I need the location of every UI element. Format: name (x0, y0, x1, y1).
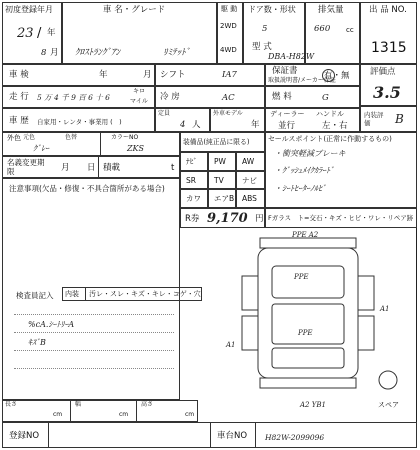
score-label: 評価点 (370, 67, 396, 77)
recycle-cell (180, 208, 265, 228)
equipment-item (208, 152, 236, 171)
car-name-cell (62, 2, 217, 64)
equipment-item (236, 189, 265, 208)
car-front-bumper (260, 238, 356, 248)
equipment-item-label: カワ (186, 194, 201, 204)
warranty-label: 保証書 (272, 66, 298, 76)
inspector-items: 汚レ・スレ・キズ・キレ・コゲ・穴 (89, 290, 201, 298)
first-registration-label: 初度登録年月 (5, 5, 53, 14)
inspector-label: 検査員記入 (16, 291, 54, 300)
notes-label: 注意事項(欠品・修復・不具合箇所がある場合) (9, 184, 165, 193)
equipment-item (236, 152, 265, 171)
note-line-3 (14, 350, 174, 351)
mileage-value: 5 万 4 千 9 百 6 十 6 (37, 93, 110, 102)
equipment-item-label: ABS (242, 194, 257, 204)
footer-divider-1 (48, 422, 49, 448)
frame-number-label: 車台NO (217, 431, 248, 441)
name-change-label: 名義変更期限 (7, 158, 45, 176)
displacement-label: 排気量 (318, 5, 344, 15)
color-label: 外色 (7, 134, 21, 142)
handle-value: 左・右 (322, 121, 348, 131)
equipment-item-label: ﾅﾋﾞ (186, 157, 198, 166)
shift-value: IA7 (222, 70, 237, 80)
registration-year-value: 23 (17, 26, 34, 41)
model-label: 型 式 (252, 42, 272, 52)
diagram-bottom-label: A2 YB1 (300, 401, 326, 409)
loading-ton-unit: t (171, 163, 175, 173)
color-number-label: カラーNO (111, 134, 139, 141)
registration-year-unit: 年 (47, 28, 56, 38)
width-label: 幅 (75, 401, 82, 408)
note-1: %cA.ｼｰﾄﾘｰA (28, 320, 75, 329)
equipment-item-label: AW (242, 157, 255, 166)
dim-divider-1 (70, 400, 71, 422)
registration-slash: / (37, 26, 42, 41)
drive-4wd: 4WD (220, 46, 237, 54)
dealer-label: ディーラー (270, 110, 305, 118)
height-unit: cm (185, 411, 195, 418)
diagram-a1-left: A1 (226, 341, 236, 349)
cc-unit: cc (346, 26, 354, 34)
name-change-month: 月 (61, 163, 70, 173)
grade-value: ﾘﾐﾃｯﾄﾞ (163, 48, 191, 58)
equipment-item-label: SR (186, 175, 196, 185)
registration-month-value: 8 (41, 48, 47, 58)
spare-tire-icon (379, 371, 397, 389)
width-unit: cm (119, 411, 129, 418)
history-cell (2, 108, 155, 132)
footer-divider-2 (210, 422, 211, 448)
registration-month-unit: 月 (50, 48, 59, 58)
length-unit: cm (53, 411, 63, 418)
name-change-cell (2, 156, 180, 178)
equipment-header-cell (180, 132, 265, 152)
name-change-day: 日 (87, 163, 96, 173)
recycle-unit: 円 (255, 214, 264, 224)
inspector-box (62, 287, 202, 301)
frame-number-value: H82W-2099096 (265, 433, 325, 442)
exterior-model-cell (210, 108, 265, 132)
mileage-unit-km: キロ (133, 88, 146, 95)
equipment-item (180, 152, 208, 171)
car-left-rear-door (242, 316, 258, 350)
glass-legend-cell (265, 208, 417, 228)
equipment-label: 装備品(純正品に限る) (183, 138, 250, 146)
original-color-label: 元色 (23, 134, 36, 141)
color-cell (2, 132, 180, 156)
color-divider (100, 132, 101, 156)
footer-divider-3 (255, 422, 256, 448)
recycle-label: R券 (185, 214, 200, 224)
ac-value: AC (222, 93, 235, 103)
equipment-item (208, 171, 236, 190)
dim-divider-2 (136, 400, 137, 422)
length-label: 長さ (5, 401, 18, 408)
registration-number-label: 登録NO (9, 431, 40, 441)
inspection-cell (2, 64, 155, 86)
fuel-label: 燃 料 (272, 92, 292, 102)
fuel-value: G (322, 93, 329, 103)
capacity-value: 4 (180, 120, 186, 130)
equipment-item-label: ナビ (242, 175, 257, 185)
warranty-sub-label: 取扱説明書/メーカー保証 (268, 77, 336, 84)
sales-points-cell (265, 132, 417, 208)
equipment-item (180, 171, 208, 190)
listing-number-cell (360, 2, 417, 64)
sales-point-1: ・衝突軽減ブレーキ (274, 149, 346, 158)
sales-point-3: ・ｼｰﾄﾋｰﾀｰﾉﾙﾋﾞ (274, 184, 326, 193)
car-name-label: 車 名・グレード (103, 5, 166, 15)
height-label: 高さ (141, 401, 154, 408)
diagram-a1-right: A1 (380, 305, 390, 313)
warranty-choice: 有・無 (324, 71, 350, 81)
shift-label: シフト (160, 70, 186, 80)
door-label: ドア数・形状 (248, 5, 296, 14)
diagram-top-label: PPE A2 (292, 231, 319, 239)
color-number-value: ZKS (127, 144, 145, 153)
dealer-cell (265, 108, 360, 132)
score-value: 3.5 (373, 83, 401, 102)
name-change-divider (98, 156, 99, 178)
sales-point-2: ・ｸﾞｯｼｭﾒｲｸｶﾗｰﾄﾞ (274, 166, 334, 175)
inspector-sub-label: 内装 (65, 290, 79, 298)
car-rear-window (272, 348, 344, 368)
note-line-2 (14, 332, 174, 333)
car-windshield (272, 266, 344, 298)
model-value: DBA-H82W (268, 52, 315, 61)
inspection-year-unit: 年 (99, 70, 108, 80)
equipment-item-label: エアB (214, 194, 235, 204)
equipment-item (236, 171, 265, 190)
equipment-item (208, 189, 236, 208)
note-2: ｷｽﾞB (28, 338, 46, 347)
recycle-value: 9,170 (207, 211, 248, 226)
car-right-front-door (358, 276, 374, 310)
note-line-4 (14, 368, 174, 369)
drive-2wd: 2WD (220, 22, 237, 30)
car-name-value: ｸﾛｽﾄﾗﾝｸﾞｱﾝ (75, 48, 121, 58)
spare-label: スペア (378, 401, 399, 409)
capacity-label: 定員 (158, 110, 171, 117)
note-line-1 (14, 314, 174, 315)
score-cell (360, 64, 417, 106)
capacity-unit: 人 (192, 120, 201, 130)
interior-score-cell (360, 106, 417, 132)
car-left-front-door (242, 276, 258, 310)
ac-cell (155, 86, 265, 108)
door-value: 5 (262, 24, 268, 34)
listing-number-value: 1315 (371, 40, 407, 56)
equipment-item-label: PW (214, 157, 226, 166)
sales-points-label: セールスポイント(正常に作動するもの) (268, 135, 392, 143)
interior-score-label: 内装評価 (364, 111, 384, 127)
ac-label: 冷 房 (160, 92, 180, 102)
handle-label: ハンドル (316, 110, 344, 118)
diagram-mid-label: PPE (298, 329, 313, 337)
warranty-selected-circle (322, 69, 335, 82)
loading-label: 積載 (103, 163, 121, 173)
capacity-cell (155, 108, 210, 132)
dealer-value: 並行 (278, 121, 296, 131)
exterior-model-unit: 年 (251, 120, 260, 130)
mileage-label: 走 行 (9, 92, 29, 102)
displacement-value: 660 (314, 24, 331, 34)
history-options: 自家用・レンタ・事業用 ( ) (37, 118, 122, 126)
car-roof (272, 304, 344, 344)
drive-label: 駆 動 (221, 5, 238, 13)
inspection-label: 車 検 (9, 70, 29, 80)
recolor-label: 色替 (65, 134, 78, 141)
dimensions-cell (2, 400, 198, 422)
inspector-divider (85, 287, 86, 301)
interior-score-value: B (395, 112, 404, 126)
diagram-roof-label: PPE (294, 273, 309, 281)
mileage-unit-mile: マイル (130, 98, 148, 105)
color-value: ｸﾞﾚｰ (33, 144, 49, 153)
fuel-cell (265, 86, 360, 108)
drive-cell (217, 2, 243, 64)
equipment-item (180, 189, 208, 208)
exterior-model-label: 外車モデル (213, 110, 243, 117)
history-label: 車 歴 (9, 116, 29, 126)
warranty-cell (265, 64, 360, 86)
glass-legend: Fガラス ト=交石・キズ・ヒビ・ワレ・リペア跡 (268, 214, 414, 222)
listing-number-label: 出 品 NO. (369, 5, 407, 15)
car-right-rear-door (358, 316, 374, 350)
shift-cell (155, 64, 265, 86)
car-rear-bumper (260, 378, 356, 388)
car-diagram (200, 232, 415, 412)
inspection-month-unit: 月 (143, 70, 152, 80)
mileage-cell (2, 86, 155, 108)
first-registration-cell (2, 2, 62, 64)
equipment-item-label: TV (214, 175, 224, 185)
